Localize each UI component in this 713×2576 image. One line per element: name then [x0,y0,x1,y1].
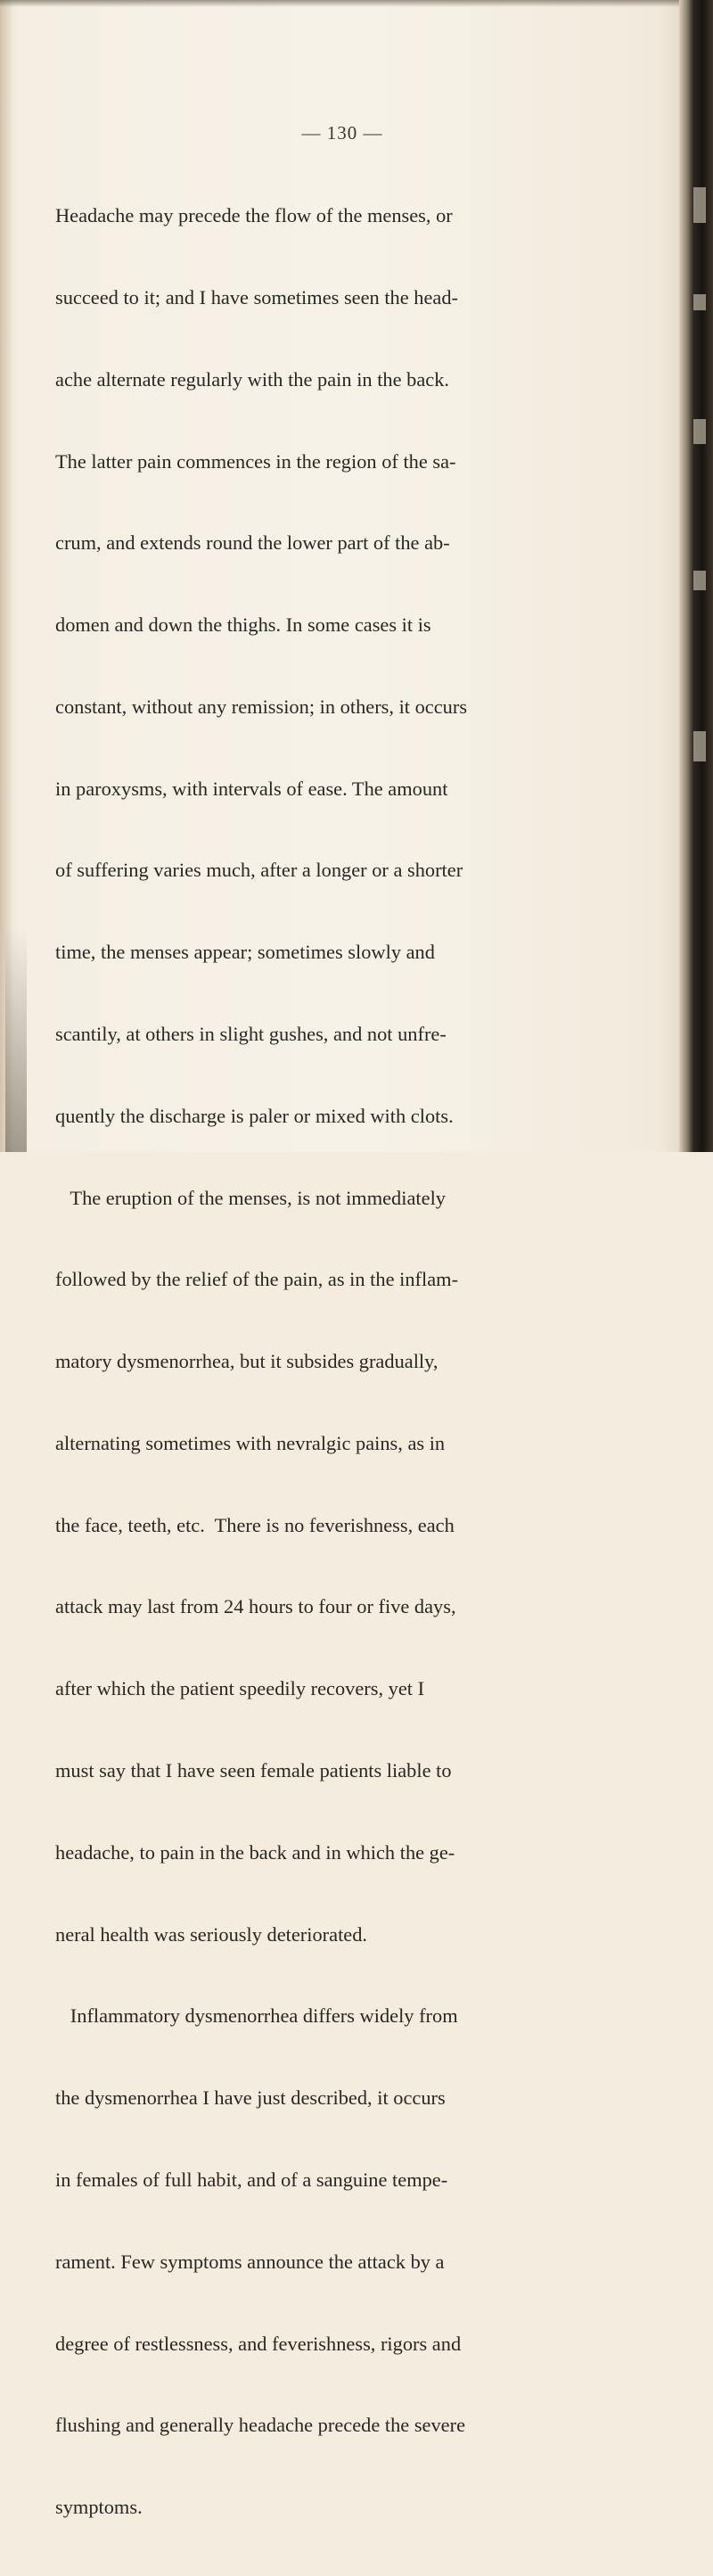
text-line: The latter pain commences in the region of the sa- [55,449,456,473]
text-line: succeed to it; and I have sometimes seen the head- [55,285,458,309]
text-line: rament. Few symptoms announce the attack by a [55,2250,445,2273]
text-line: must say that I have seen female patients liable to [55,1759,452,1782]
binding-fleck [693,294,706,310]
book-binding-edge [679,0,713,1152]
text-line: after which the patient speedily recovers, yet I [55,1677,425,1700]
binding-fleck [693,419,706,444]
page-top-shadow [0,0,713,7]
text-line: matory dysmenorrhea, but it subsides gradually, [55,1350,438,1373]
text-line: domen and down the thighs. In some cases it is [55,613,431,637]
text-line: neral health was seriously deteriorated. [55,1922,368,1946]
text-line: ache alternate regularly with the pain in the back. [55,367,450,391]
text-line: scantily, at others in slight gushes, and not unfre- [55,1023,447,1045]
text-line: crum, and extends round the lower part of the ab- [55,531,450,555]
text-line: degree of restlessness, and feverishness, rigors and [55,2332,462,2355]
text-line: The eruption of the menses, is not immediately [55,1186,446,1209]
page-corner-shadow [5,927,27,1152]
binding-fleck [693,731,706,761]
text-line: constant, without any remission; in others, it occurs [55,695,468,718]
text-line: of suffering varies much, after a longer or a shorter [55,859,463,882]
text-line: time, the menses appear; sometimes slowly and [55,941,435,964]
text-line: quently the discharge is paler or mixed with clots. [55,1104,454,1127]
text-line: headache, to pain in the back and in which the ge- [55,1840,455,1864]
text-line: Headache may precede the flow of the menses, or [55,204,453,227]
text-line: in females of full habit, and of a sanguine tempe- [55,2168,448,2191]
text-line: Inflammatory dysmenorrhea differs widely from [55,2004,458,2028]
text-line: the dysmenorrhea I have just described, it occurs [55,2086,446,2110]
text-line: flushing and generally headache precede the severe [55,2414,466,2437]
text-line: in paroxysms, with intervals of ease. The amount [55,777,448,800]
text-line: the face, teeth, etc. There is no feverishness, each [55,1513,455,1536]
binding-fleck [693,187,706,223]
binding-fleck [693,571,706,590]
page-number: — 130 — [301,122,383,144]
text-line: symptoms. [55,2496,143,2519]
text-line: followed by the relief of the pain, as in the inflam- [55,1268,459,1291]
body-text [55,148,670,2576]
text-line: attack may last from 24 hours to four or five days, [55,1595,456,1618]
text-line: alternating sometimes with nevralgic pains, as in [55,1431,446,1454]
